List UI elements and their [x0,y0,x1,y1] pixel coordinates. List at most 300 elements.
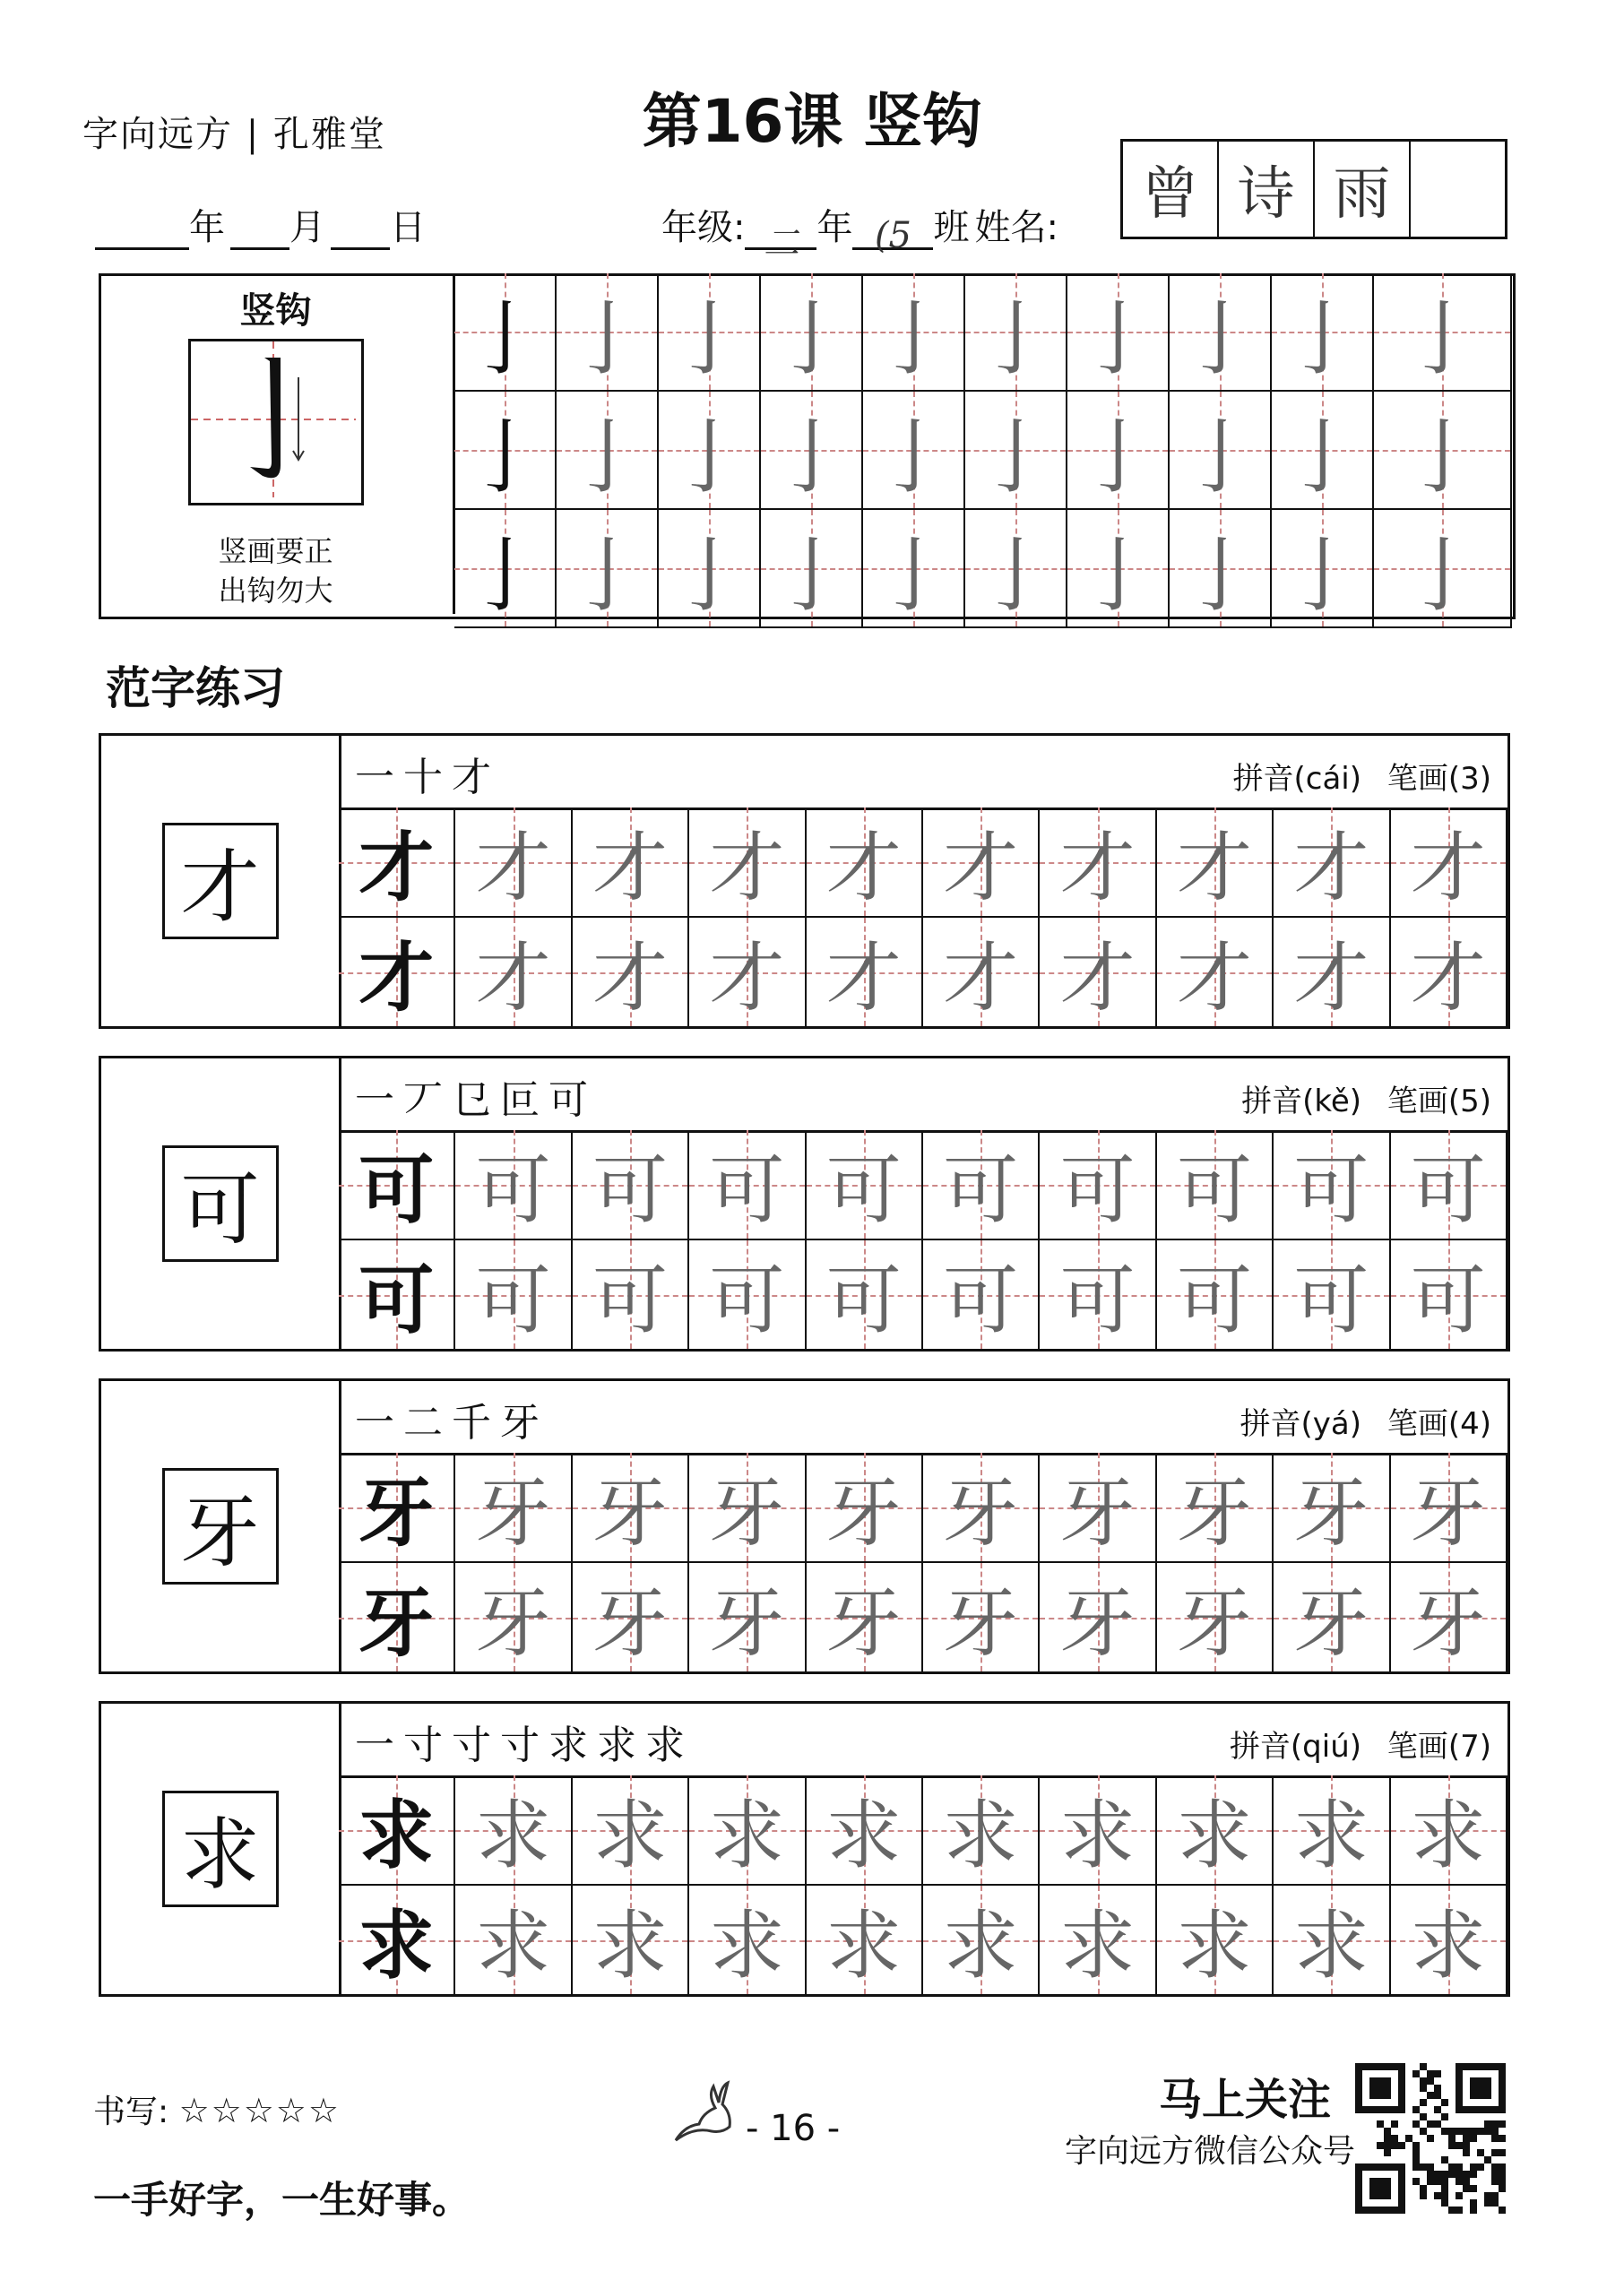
char-info-bar [339,1704,1507,1778]
practice-char: 才 [709,934,785,1022]
practice-char: 牙 [825,1469,902,1557]
char-practice-cell[interactable] [1040,1563,1156,1673]
stroke-practice-cell[interactable] [1374,392,1512,510]
practice-char: 可 [1293,1257,1369,1344]
page-number: - 16 - [746,2108,841,2149]
char-practice-cell[interactable] [455,1563,572,1673]
grade-value[interactable]: 二 [745,215,816,250]
stroke-practice-cell[interactable] [1374,510,1512,628]
pinyin: 拼音(yá) [1240,1406,1362,1442]
char-practice-cell[interactable] [1274,1886,1390,1996]
stroke-practice-grid [453,273,1512,623]
name-char-4[interactable] [1411,142,1505,237]
stroke-tip-2: 出钩勿大 [218,574,333,608]
stroke-order [355,1390,549,1447]
char-practice-cell[interactable] [923,808,1040,918]
practice-char: 才 [592,824,668,911]
char-practice-cell[interactable] [1157,1453,1274,1563]
practice-char: 牙 [475,1469,551,1557]
stroke-practice-cell[interactable] [454,392,557,510]
practice-char: 才 [1293,824,1369,911]
stroke-count: 笔画(5) [1386,1084,1491,1119]
stroke-order [355,745,500,802]
char-info-bar [339,736,1507,810]
char-practice-cell[interactable] [1040,1775,1156,1886]
stroke-practice-cell[interactable] [1170,392,1272,510]
stroke-glyph: 亅 [1282,529,1363,623]
practice-char: 才 [475,824,551,911]
char-practice-cell[interactable] [339,1886,455,1996]
char-practice-cell[interactable] [1157,918,1274,1028]
char-practice-cell[interactable] [1274,1453,1390,1563]
stroke-count: 笔画(3) [1386,761,1491,797]
char-practice-grid [339,808,1507,1026]
stroke-practice-cell[interactable] [761,510,863,628]
model-char-glyph: 求 [180,1809,260,1901]
qr-code-icon[interactable] [1355,2063,1506,2214]
char-meta [1241,1076,1491,1120]
char-practice-cell[interactable] [1157,808,1274,918]
practice-char: 才 [358,933,435,1022]
stroke-order-step: 求 [597,1723,645,1768]
model-char-glyph: 才 [180,841,260,933]
stroke-order-step: 牙 [500,1400,549,1446]
character-block [99,1701,1510,1997]
stroke-demo-diagram [188,339,364,505]
char-practice-cell[interactable] [689,1130,806,1240]
practice-char: 牙 [825,1579,902,1667]
char-practice-cell[interactable] [455,808,572,918]
practice-char: 求 [1176,1902,1252,1990]
practice-char: 可 [709,1146,785,1234]
practice-char: 牙 [1293,1579,1369,1667]
char-practice-cell[interactable] [1391,1563,1507,1673]
stroke-practice-cell[interactable] [659,510,761,628]
char-practice-cell[interactable] [1391,1130,1507,1240]
stroke-count: 笔画(4) [1386,1406,1491,1442]
stroke-glyph: 亅 [873,292,955,386]
stroke-glyph: 亅 [1179,529,1261,623]
practice-char: 才 [825,824,902,911]
stroke-order-step: 寸 [403,1723,452,1768]
practice-char: 才 [1410,824,1486,911]
stroke-glyph: 亅 [1402,292,1483,386]
stroke-practice-cell[interactable] [1272,510,1374,628]
year-label: 年 [189,207,225,248]
char-practice-cell[interactable] [807,808,923,918]
practice-char: 求 [1293,1902,1369,1990]
stroke-glyph: 亅 [873,410,955,505]
brand-logo: 字向远方 | 孔雅堂 [82,114,386,155]
char-practice-cell[interactable] [923,1886,1040,1996]
model-char [162,1468,279,1585]
char-practice-cell[interactable] [573,1240,689,1351]
stroke-glyph: 亅 [771,410,852,505]
character-block [99,1056,1510,1352]
stroke-order [355,1713,694,1770]
char-practice-cell[interactable] [1274,1775,1390,1886]
stroke-practice-cell[interactable] [863,273,965,392]
char-practice-grid [339,1453,1507,1671]
model-char [162,823,279,939]
practice-char: 牙 [1293,1469,1369,1557]
practice-char: 求 [709,1792,785,1879]
practice-char: 牙 [358,1578,435,1667]
practice-char: 可 [592,1257,668,1344]
char-practice-cell[interactable] [923,1563,1040,1673]
pinyin: 拼音(cái) [1232,761,1362,797]
stroke-practice-cell[interactable] [761,392,863,510]
stroke-practice-cell[interactable] [1067,392,1170,510]
char-practice-cell[interactable] [1040,1130,1156,1240]
grade-label: 年级: [661,207,746,248]
month-blank[interactable] [230,215,289,250]
class-label: 班 [933,207,970,248]
stroke-glyph: 亅 [669,292,750,386]
char-practice-cell[interactable] [1274,1240,1390,1351]
stroke-order-step: 㔾 [452,1077,500,1123]
practice-char: 求 [825,1902,902,1990]
practice-char: 牙 [1059,1469,1136,1557]
practice-char: 牙 [1176,1469,1252,1557]
stroke-practice-cell[interactable] [863,510,965,628]
char-practice-cell[interactable] [455,1775,572,1886]
char-info-bar [339,1058,1507,1133]
practice-char: 可 [1410,1146,1486,1234]
char-practice-cell[interactable] [807,1886,923,1996]
char-practice-cell[interactable] [1157,1563,1274,1673]
stroke-practice-cell[interactable] [454,510,557,628]
rabbit-icon [667,2077,747,2153]
char-practice-cell[interactable] [1157,1240,1274,1351]
char-practice-cell[interactable] [1040,1453,1156,1563]
stroke-glyph: 亅 [1077,410,1159,505]
practice-char: 牙 [1059,1579,1136,1667]
practice-char: 牙 [475,1579,551,1667]
char-practice-cell[interactable] [1391,918,1507,1028]
char-info-bar [339,1381,1507,1455]
char-practice-cell[interactable] [807,918,923,1028]
name-label: 姓名: [974,207,1058,248]
stroke-name: 竖钩 [239,290,312,332]
char-practice-cell[interactable] [807,1563,923,1673]
practice-char: 求 [475,1902,551,1990]
practice-char: 可 [358,1145,435,1234]
char-practice-cell[interactable] [923,918,1040,1028]
char-practice-cell[interactable] [1391,1240,1507,1351]
name-char-1[interactable]: 曾 [1123,142,1219,237]
char-practice-cell[interactable] [339,918,455,1028]
day-blank[interactable] [331,215,390,250]
grade-class-fields [661,199,1058,264]
name-char-2[interactable]: 诗 [1219,142,1315,237]
practice-char: 求 [592,1792,668,1879]
practice-char: 牙 [1410,1469,1486,1557]
char-practice-cell[interactable] [689,1563,806,1673]
practice-char: 求 [1059,1792,1136,1879]
practice-char: 才 [709,824,785,911]
char-practice-cell[interactable] [339,1563,455,1673]
stroke-practice-cell[interactable] [1170,510,1272,628]
char-practice-cell[interactable] [339,1775,455,1886]
char-practice-cell[interactable] [689,1240,806,1351]
model-char-panel [101,1381,341,1671]
stroke-glyph: 亅 [1077,292,1159,386]
practice-char: 求 [1176,1792,1252,1879]
practice-char: 才 [1176,934,1252,1022]
stroke-order-step: 一 [355,1723,403,1768]
practice-char: 才 [592,934,668,1022]
char-meta [1240,1399,1491,1443]
stroke-glyph: 亅 [669,410,750,505]
practice-char: 求 [1293,1792,1369,1879]
date-fields [95,199,426,250]
practice-char: 求 [358,1791,435,1879]
stroke-practice-cell[interactable] [557,273,659,392]
char-practice-cell[interactable] [573,1130,689,1240]
char-practice-cell[interactable] [1157,1775,1274,1886]
model-char-glyph: 可 [180,1163,260,1256]
rating-stars[interactable]: ☆☆☆☆☆ [178,2091,341,2130]
practice-section-title: 范字练习 [106,662,285,714]
day-label: 日 [390,207,426,248]
char-practice-cell[interactable] [923,1240,1040,1351]
practice-char: 才 [475,934,551,1022]
stroke-order-step: 叵 [500,1077,549,1123]
char-practice-cell[interactable] [339,1240,455,1351]
practice-char: 可 [1059,1146,1136,1234]
char-practice-cell[interactable] [1157,1886,1274,1996]
practice-char: 可 [825,1146,902,1234]
stroke-practice-cell[interactable] [659,273,761,392]
stroke-glyph: 亅 [1077,529,1159,623]
practice-char: 牙 [943,1579,1019,1667]
stroke-glyph: 亅 [566,529,647,623]
stroke-glyph: 亅 [566,292,647,386]
practice-char: 才 [358,823,435,911]
stroke-practice-cell[interactable] [965,510,1067,628]
character-block [99,733,1510,1029]
stroke-practice-cell[interactable] [1374,273,1512,392]
stroke-practice-cell[interactable] [557,392,659,510]
writing-label: 书写: [93,2094,169,2130]
practice-char: 可 [825,1257,902,1344]
char-practice-cell[interactable] [1274,1130,1390,1240]
char-practice-cell[interactable] [807,1453,923,1563]
practice-char: 牙 [1410,1579,1486,1667]
stroke-practice-cell[interactable] [1067,273,1170,392]
stroke-practice-cell[interactable] [761,273,863,392]
stroke-order-step: 寸 [452,1723,500,1768]
stroke-count: 笔画(7) [1386,1729,1491,1765]
practice-char: 可 [592,1146,668,1234]
practice-char: 牙 [592,1579,668,1667]
practice-char: 牙 [592,1469,668,1557]
stroke-glyph: 亅 [464,410,545,505]
char-practice-cell[interactable] [1040,808,1156,918]
practice-char: 求 [943,1902,1019,1990]
month-label: 月 [289,207,325,248]
practice-char: 可 [943,1146,1019,1234]
char-practice-cell[interactable] [339,808,455,918]
char-meta [1230,1722,1491,1766]
stroke-practice-cell[interactable] [965,273,1067,392]
practice-char: 牙 [943,1469,1019,1557]
stroke-practice-cell[interactable] [965,392,1067,510]
stroke-glyph: 亅 [669,529,750,623]
name-char-3[interactable]: 雨 [1315,142,1411,237]
char-practice-cell[interactable] [1040,918,1156,1028]
stroke-glyph: 亅 [1179,292,1261,386]
stroke-practice-cell[interactable] [557,510,659,628]
practice-char: 才 [1059,824,1136,911]
stroke-glyph: 亅 [975,292,1057,386]
stroke-glyph: 亅 [1402,529,1483,623]
stroke-tip-1: 竖画要正 [218,534,333,568]
char-practice-cell[interactable] [573,918,689,1028]
char-practice-cell[interactable] [689,918,806,1028]
stroke-order-step: 一 [355,1077,403,1123]
practice-char: 可 [475,1146,551,1234]
char-practice-cell[interactable] [923,1130,1040,1240]
char-practice-cell[interactable] [455,1453,572,1563]
motto: 一手好字，一生好事。 [93,2178,471,2222]
practice-char: 可 [1176,1257,1252,1344]
char-practice-cell[interactable] [1157,1130,1274,1240]
name-box[interactable] [1120,139,1507,239]
stroke-order-step: 十 [403,755,452,800]
char-practice-cell[interactable] [1274,918,1390,1028]
stroke-practice-cell[interactable] [454,273,557,392]
char-practice-cell[interactable] [689,1453,806,1563]
char-practice-cell[interactable] [923,1775,1040,1886]
year-blank[interactable] [95,215,189,250]
practice-char: 可 [1059,1257,1136,1344]
char-practice-cell[interactable] [1391,1453,1507,1563]
practice-char: 牙 [1176,1579,1252,1667]
stroke-order-step: 千 [452,1400,500,1446]
char-practice-cell[interactable] [455,1130,572,1240]
lesson-title: 第16课 竖钩 [642,87,982,156]
stroke-order-step: 才 [452,755,500,800]
char-practice-cell[interactable] [573,1453,689,1563]
stroke-order-step: 一 [355,755,403,800]
model-char-panel [101,1704,341,1994]
char-practice-cell[interactable] [689,1886,806,1996]
stroke-glyph: 亅 [771,292,852,386]
stroke-practice-cell[interactable] [1272,392,1374,510]
stroke-order [355,1067,597,1125]
char-practice-cell[interactable] [573,1886,689,1996]
stroke-order-step: 求 [645,1723,694,1768]
char-practice-cell[interactable] [689,808,806,918]
char-practice-grid [339,1130,1507,1349]
practice-char: 可 [358,1256,435,1344]
practice-char: 才 [1176,824,1252,911]
practice-char: 可 [943,1257,1019,1344]
stroke-order-step: 丆 [403,1077,452,1123]
practice-char: 可 [1293,1146,1369,1234]
stroke-glyph: 亅 [1282,292,1363,386]
practice-char: 才 [825,934,902,1022]
stroke-glyph: 亅 [873,529,955,623]
char-practice-cell[interactable] [923,1453,1040,1563]
char-meta [1233,754,1492,798]
practice-char: 求 [475,1792,551,1879]
char-practice-cell[interactable] [455,1886,572,1996]
practice-char: 求 [1410,1792,1486,1879]
practice-char: 才 [1059,934,1136,1022]
stroke-glyph: 亅 [1402,410,1483,505]
practice-char: 求 [943,1792,1019,1879]
practice-char: 才 [943,824,1019,911]
stroke-glyph: 亅 [464,292,545,386]
practice-char: 才 [1293,934,1369,1022]
char-practice-cell[interactable] [1274,1563,1390,1673]
practice-char: 求 [358,1901,435,1990]
stroke-glyph: 亅 [1282,410,1363,505]
char-practice-cell[interactable] [1040,1240,1156,1351]
char-practice-cell[interactable] [807,1240,923,1351]
stroke-practice-cell[interactable] [659,392,761,510]
char-practice-cell[interactable] [455,1240,572,1351]
stroke-order-step: 二 [403,1400,452,1446]
stroke-glyph: 亅 [975,410,1057,505]
vertical-hook-diagram [191,341,356,497]
stroke-glyph: 亅 [975,529,1057,623]
stroke-practice-cell[interactable] [1272,273,1374,392]
model-char [162,1791,279,1907]
char-practice-cell[interactable] [1391,1775,1507,1886]
char-practice-cell[interactable] [689,1775,806,1886]
stroke-glyph: 亅 [771,529,852,623]
practice-char: 求 [709,1902,785,1990]
practice-char: 才 [943,934,1019,1022]
practice-char: 牙 [358,1468,435,1557]
char-practice-cell[interactable] [1274,808,1390,918]
stroke-practice-cell[interactable] [1170,273,1272,392]
char-practice-cell[interactable] [1391,808,1507,918]
practice-char: 牙 [709,1469,785,1557]
model-char-glyph: 牙 [180,1486,260,1578]
stroke-order-step: 一 [355,1400,403,1446]
char-practice-grid [339,1775,1507,1994]
model-char-panel [101,1058,341,1349]
char-practice-cell[interactable] [573,808,689,918]
stroke-order-step: 可 [549,1077,597,1123]
pinyin: 拼音(kě) [1241,1084,1362,1119]
stroke-order-step: 求 [549,1723,597,1768]
practice-char: 可 [475,1257,551,1344]
char-practice-cell[interactable] [573,1775,689,1886]
char-practice-cell[interactable] [339,1130,455,1240]
class-value[interactable]: (5 [852,215,933,250]
char-practice-cell[interactable] [807,1130,923,1240]
char-practice-cell[interactable] [1391,1886,1507,1996]
char-practice-cell[interactable] [339,1453,455,1563]
stroke-practice-cell[interactable] [1067,510,1170,628]
char-practice-cell[interactable] [807,1775,923,1886]
practice-char: 求 [825,1792,902,1879]
char-practice-cell[interactable] [1040,1886,1156,1996]
char-practice-cell[interactable] [573,1563,689,1673]
wechat-label: 字向远方微信公众号 [1064,2133,1355,2170]
stroke-practice-cell[interactable] [863,392,965,510]
practice-char: 求 [592,1902,668,1990]
stroke-order-step: 寸 [500,1723,549,1768]
practice-char: 求 [1059,1902,1136,1990]
char-practice-cell[interactable] [455,918,572,1028]
